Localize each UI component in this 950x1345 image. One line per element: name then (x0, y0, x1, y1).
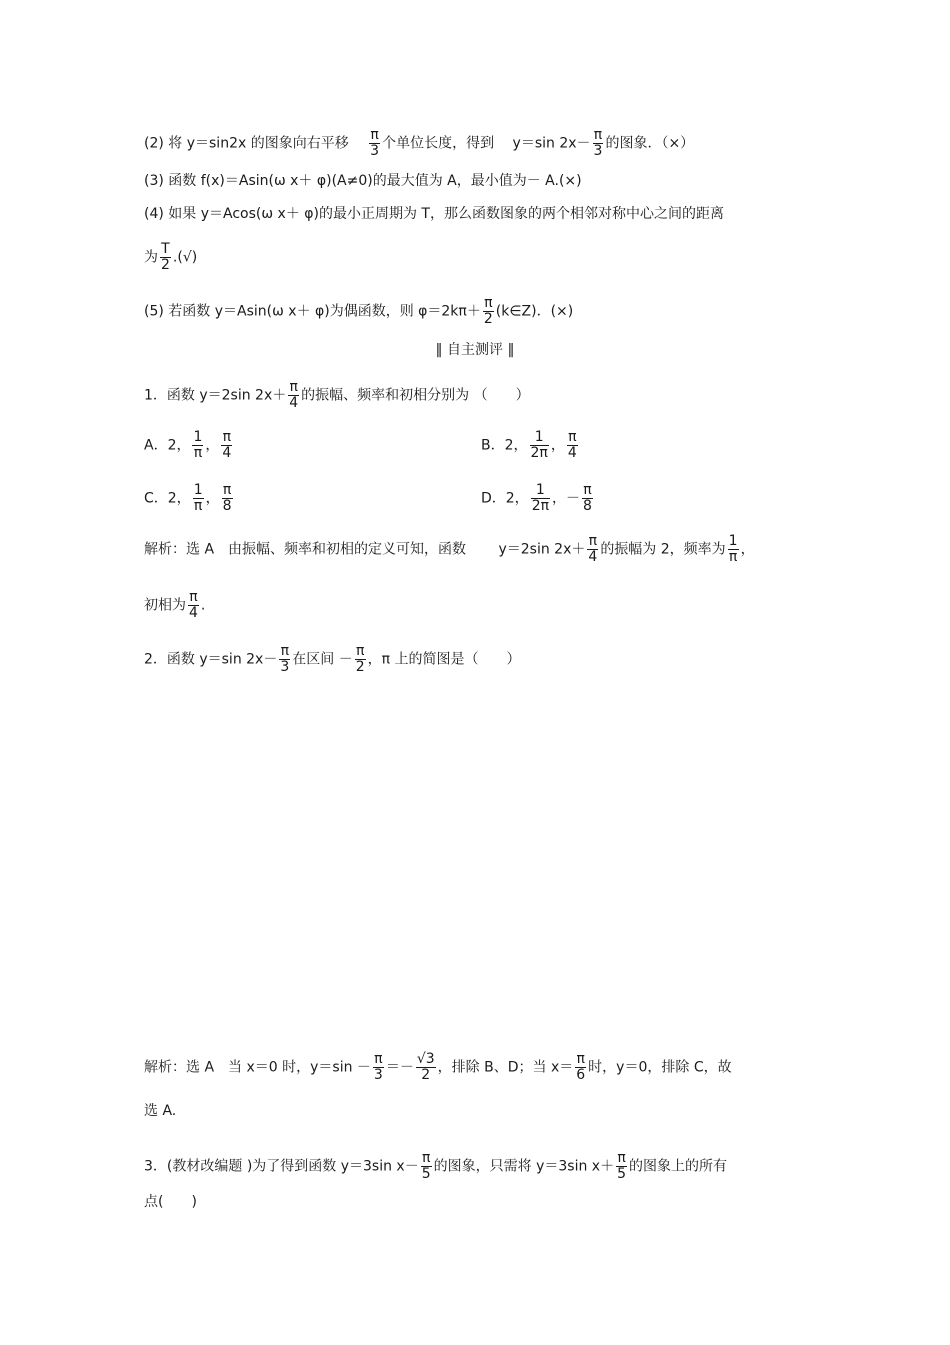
statement-4: (4) 如果 y＝Acos(ω x＋ φ)的最小正周期为 T，那么函数图象的两个相邻对称中心之间的距离 (144, 206, 724, 222)
statement-5: (5) 若函数 y＝Asin(ω x＋ φ)为偶函数，则 φ＝2kπ＋ $\frac{\pi}{2}$ (k∈Z)．(×) (144, 295, 574, 327)
fraction: $\frac{\pi}{4}$ (588, 533, 598, 565)
fraction: $\frac{1}{\pi}$ (728, 533, 738, 565)
question-1-solution-cont: 初相为 $\frac{\pi}{4}$ . (144, 589, 206, 621)
question-2-solution: 解析：选 A 当 x＝0 时，y＝sin － $\frac{\pi}{3}$ ＝－ $\frac{√3}{2}$ ，排除 B、D；当 x＝ $\frac{\pi}{6}$ 时，y＝0，排除 C，故 (144, 1051, 732, 1083)
fraction: $\frac{\pi}{3}$ (280, 643, 290, 675)
fraction: $\frac{\pi}{4}$ (567, 429, 577, 461)
fraction: $\frac{1}{\pi}$ (193, 482, 203, 514)
option-D: D．2， $\frac{1}{2\pi}$ ，－ $\frac{\pi}{8}$ (481, 482, 592, 514)
fraction: $\frac{1}{2\pi}$ (531, 482, 550, 514)
question-1-solution: 解析：选 A 由振幅、频率和初相的定义可知，函数 y＝2sin 2x＋ $\frac{\pi}{4}$ 的振幅为 2，频率为 $\frac{1}{\pi}$ ， (144, 533, 755, 565)
fraction-T-over-2: $\frac{T}{2}$ (161, 241, 170, 273)
fraction: $\frac{1}{\pi}$ (193, 429, 203, 461)
fraction: $\frac{\pi}{4}$ (222, 429, 232, 461)
option-B: B．2， $\frac{1}{2\pi}$ ， $\frac{\pi}{4}$ (481, 429, 577, 461)
fraction: $\frac{\pi}{2}$ (355, 643, 365, 675)
fraction: $\frac{\pi}{5}$ (421, 1150, 431, 1182)
statement-4-cont: 为 $\frac{T}{2}$ .(√) (144, 241, 198, 273)
question-1-stem: 1．函数 y＝2sin 2x＋ $\frac{\pi}{4}$ 的振幅、频率和初相分别为 （ ） (144, 379, 530, 411)
question-3-stem: 3．(教材改编题 )为了得到函数 y＝3sin x－ $\frac{\pi}{5}$ 的图象，只需将 y＝3sin x＋ $\frac{\pi}{5}$ 的图象上的所有 (144, 1150, 727, 1182)
fraction: $\frac{\pi}{4}$ (189, 589, 198, 621)
fraction: $\frac{\pi}{3}$ (373, 1051, 383, 1083)
fraction: $\frac{\pi}{8}$ (222, 482, 232, 514)
question-2-stem: 2．函数 y＝sin 2x－ $\frac{\pi}{3}$ 在区间 － $\frac{\pi}{2}$ ，π 上的简图是（ ） (144, 643, 521, 675)
fraction-pi-over-2: $\frac{\pi}{2}$ (483, 295, 493, 327)
fraction-pi-over-3: $\frac{\pi}{3}$ (593, 127, 603, 159)
fraction-sqrt3-over-2: $\frac{√3}{2}$ (416, 1051, 435, 1083)
fraction: $\frac{1}{2\pi}$ (530, 429, 548, 461)
option-C: C．2， $\frac{1}{\pi}$ ， $\frac{\pi}{8}$ (144, 482, 232, 514)
fraction: $\frac{\pi}{4}$ (289, 379, 299, 411)
option-A: A．2， $\frac{1}{\pi}$ ， $\frac{\pi}{4}$ (144, 429, 232, 461)
statement-2: (2) 将 y＝sin2x 的图象向右平移 $\frac{\pi}{3}$ 个单位长度，得到 y＝sin 2x－ $\frac{\pi}{3}$ 的图象．（×） (144, 127, 695, 159)
fraction: $\frac{\pi}{6}$ (576, 1051, 586, 1083)
section-heading: ‖ 自主测评 ‖ (435, 342, 515, 358)
question-3-stem-cont: 点( ) (144, 1194, 197, 1210)
question-2-solution-cont: 选 A. (144, 1103, 177, 1119)
fraction: $\frac{\pi}{5}$ (617, 1150, 626, 1182)
fraction-pi-over-3: $\frac{\pi}{3}$ (370, 127, 380, 159)
statement-3: (3) 函数 f(x)＝Asin(ω x＋ φ)(A≠0)的最大值为 A，最小值为－ A.(×) (144, 173, 582, 189)
fraction: $\frac{\pi}{8}$ (583, 482, 592, 514)
